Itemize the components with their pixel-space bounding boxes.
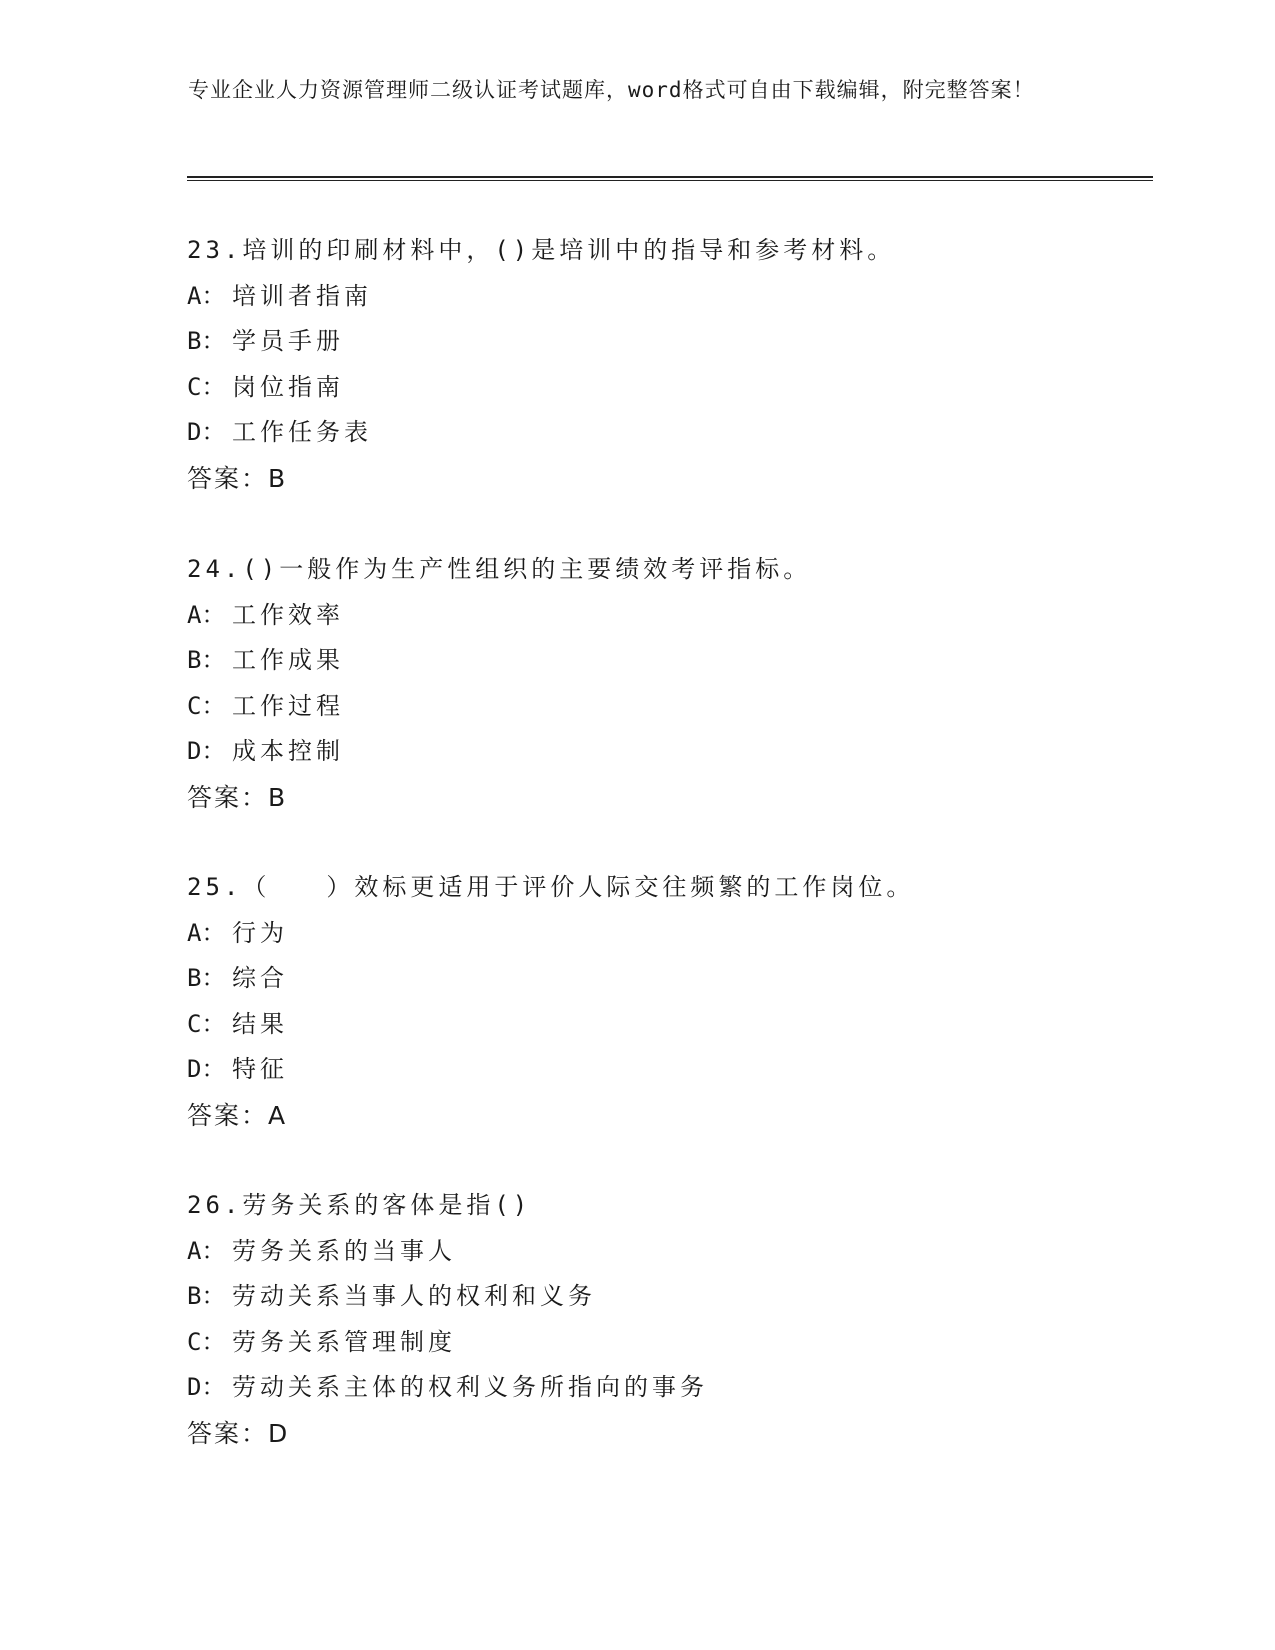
question-block	[187, 547, 1167, 821]
option-text: 培训者指南	[232, 281, 372, 310]
option-key: B：	[187, 1282, 226, 1310]
answer-line: 答案：B	[187, 782, 288, 812]
option-text: 劳动关系主体的权利义务所指向的事务	[232, 1373, 708, 1401]
option-key: C：	[187, 1327, 226, 1356]
question-stem: 24.()一般作为生产性组织的主要绩效考评指标。	[187, 555, 812, 583]
question-stem: 25.（ ）效标更适用于评价人际交往频繁的工作岗位。	[187, 873, 915, 901]
question-block	[187, 228, 1167, 502]
question-stem: 26.劳务关系的客体是指()	[187, 1191, 532, 1219]
document-header: 专业企业人力资源管理师二级认证考试题库，word格式可自由下载编辑，附完整答案！	[188, 78, 1035, 102]
option-text: 综合	[232, 964, 288, 992]
option-text: 行为	[232, 918, 288, 947]
option-b	[187, 638, 1167, 684]
option-a	[187, 593, 1167, 639]
option-key: C：	[187, 691, 226, 720]
option-text: 学员手册	[232, 327, 344, 355]
question-stem: 23.培训的印刷材料中，()是培训中的指导和参考材料。	[187, 236, 896, 264]
option-c	[187, 365, 1167, 411]
option-key: D：	[187, 1055, 226, 1083]
option-b	[187, 319, 1167, 365]
option-text: 劳务关系的当事人	[232, 1236, 456, 1265]
option-a	[187, 274, 1167, 320]
option-key: B：	[187, 964, 226, 992]
option-text: 结果	[232, 1009, 288, 1038]
option-key: B：	[187, 646, 226, 674]
option-key: A：	[187, 918, 226, 947]
option-text: 工作任务表	[232, 418, 372, 446]
option-c	[187, 1320, 1167, 1366]
option-a	[187, 911, 1167, 957]
option-text: 劳动关系当事人的权利和义务	[232, 1282, 596, 1310]
option-text: 工作过程	[232, 691, 344, 720]
option-key: D：	[187, 418, 226, 446]
option-d	[187, 1365, 1167, 1411]
option-key: C：	[187, 372, 226, 401]
option-text: 特征	[232, 1055, 288, 1083]
option-key: C：	[187, 1009, 226, 1038]
option-c	[187, 684, 1167, 730]
question-block	[187, 1183, 1167, 1457]
option-key: A：	[187, 281, 226, 310]
option-text: 岗位指南	[232, 372, 344, 401]
option-key: A：	[187, 600, 226, 629]
option-c	[187, 1002, 1167, 1048]
option-b	[187, 1274, 1167, 1320]
option-d	[187, 410, 1167, 456]
option-text: 工作成果	[232, 646, 344, 674]
option-text: 工作效率	[232, 600, 344, 629]
option-d	[187, 729, 1167, 775]
option-key: B：	[187, 327, 226, 355]
answer-line: 答案：A	[187, 1100, 288, 1130]
option-text: 成本控制	[232, 737, 344, 765]
option-key: D：	[187, 737, 226, 765]
option-key: D：	[187, 1373, 226, 1401]
answer-line: 答案：B	[187, 463, 288, 493]
option-key: A：	[187, 1236, 226, 1265]
option-text: 劳务关系管理制度	[232, 1327, 456, 1356]
answer-line: 答案：D	[187, 1418, 290, 1448]
option-b	[187, 956, 1167, 1002]
option-a	[187, 1229, 1167, 1275]
option-d	[187, 1047, 1167, 1093]
header-divider	[187, 176, 1153, 181]
question-block	[187, 865, 1167, 1139]
